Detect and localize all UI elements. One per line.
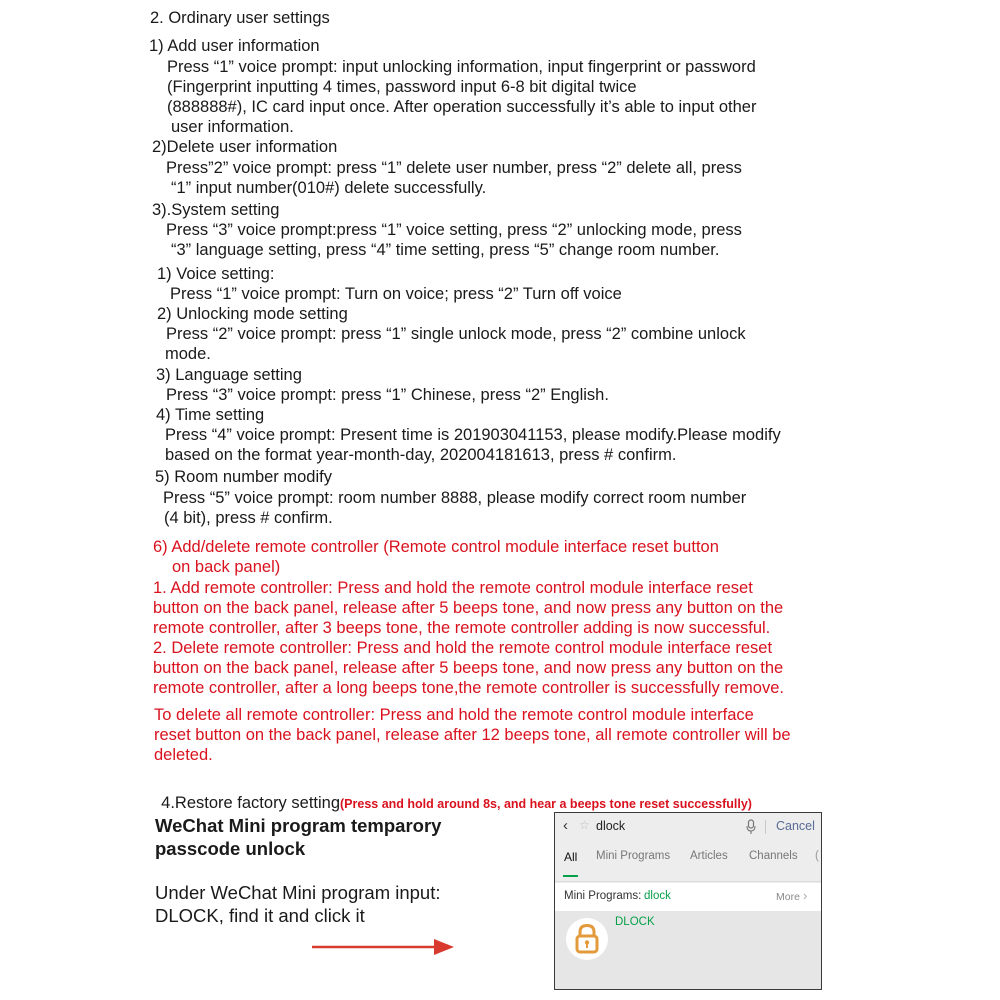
text-line: (4 bit), press # confirm. xyxy=(164,509,333,527)
text-line: Press “3” voice prompt: press “1” Chinese, press “2” English. xyxy=(166,386,609,404)
lock-icon xyxy=(565,917,609,961)
back-chevron-icon[interactable]: ‹ xyxy=(563,817,568,834)
wechat-title-line2: passcode unlock xyxy=(155,838,306,859)
text-line: (888888#), IC card input once. After operation successfully it’s able to input other xyxy=(167,98,757,116)
section-label: Mini Programs: xyxy=(564,890,642,902)
text-line: 2. Delete remote controller: Press and hold the remote control module interface reset xyxy=(153,639,773,657)
text-line: remote controller, after a long beeps tone,the remote controller is successfully remove. xyxy=(153,679,784,697)
text-line: “1” input number(010#) delete successfully. xyxy=(171,179,487,197)
text-line: Press “4” voice prompt: Present time is 201903041153, please modify.Please modify xyxy=(165,426,781,444)
tab-channels[interactable]: Channels xyxy=(749,850,798,862)
text-line: “3” language setting, press “4” time setting, press “5” change room number. xyxy=(171,241,720,259)
text-line: Press “5” voice prompt: room number 8888, please modify correct room number xyxy=(163,489,747,507)
text-line: button on the back panel, release after 5 beeps tone, and now press any button on the xyxy=(153,599,784,617)
text-line: mode. xyxy=(165,345,211,363)
text-line: based on the format year-month-day, 202004181613, press # confirm. xyxy=(165,446,677,464)
section-keyword: dlock xyxy=(644,890,671,902)
heading-system-setting: 3).System setting xyxy=(152,201,280,219)
restore-factory-heading: 4.Restore factory setting xyxy=(161,794,341,812)
heading-voice-setting: 1) Voice setting: xyxy=(157,265,275,283)
search-input[interactable]: dlock xyxy=(596,819,626,833)
text-line: Press “1” voice prompt: Turn on voice; press “2” Turn off voice xyxy=(170,285,622,303)
text-line: deleted. xyxy=(154,746,213,764)
tab-mini-programs[interactable]: Mini Programs xyxy=(596,850,671,862)
text-line: 1. Add remote controller: Press and hold the remote control module interface reset xyxy=(153,579,753,597)
tab-more-overflow: ( xyxy=(815,850,819,862)
cancel-button[interactable]: Cancel xyxy=(776,819,815,833)
mini-programs-section xyxy=(555,883,821,911)
heading-remote-controller: 6) Add/delete remote controller (Remote control module interface reset button xyxy=(153,538,719,556)
text-line: on back panel) xyxy=(172,558,281,576)
heading-room-number-modify: 5) Room number modify xyxy=(155,468,332,486)
wechat-title: WeChat Mini program temparory xyxy=(155,815,442,836)
heading-time-setting: 4) Time setting xyxy=(156,406,265,424)
search-tabs xyxy=(555,841,821,882)
restore-factory-note: (Press and hold around 8s, and hear a beeps tone reset successfully) xyxy=(340,797,752,811)
result-title: DLOCK xyxy=(615,916,655,928)
star-icon: ☆ xyxy=(579,818,590,832)
heading-unlocking-mode-setting: 2) Unlocking mode setting xyxy=(157,305,348,323)
heading-add-user-information: 1) Add user information xyxy=(149,37,320,55)
tab-all-underline xyxy=(563,875,578,877)
tab-all[interactable]: All xyxy=(564,850,578,864)
microphone-icon[interactable] xyxy=(745,819,757,835)
heading-language-setting: 3) Language setting xyxy=(156,366,302,384)
wechat-instruction: Under WeChat Mini program input: xyxy=(155,882,441,903)
text-line: To delete all remote controller: Press and hold the remote control module interface xyxy=(154,706,754,724)
tab-articles[interactable]: Articles xyxy=(690,850,728,862)
heading-delete-user-information: 2)Delete user information xyxy=(152,138,338,156)
arrow-right-icon xyxy=(310,934,456,960)
text-line: Press “3” voice prompt:press “1” voice setting, press “2” unlocking mode, press xyxy=(166,221,742,239)
text-line: Press”2” voice prompt: press “1” delete user number, press “2” delete all, press xyxy=(166,159,742,177)
search-divider xyxy=(765,820,766,834)
result-item-dlock[interactable] xyxy=(555,911,821,989)
text-line: user information. xyxy=(171,118,294,136)
text-line: Press “2” voice prompt: press “1” single unlock mode, press “2” combine unlock xyxy=(166,325,746,343)
restore-factory-line xyxy=(152,773,752,814)
more-link[interactable]: More xyxy=(776,891,800,903)
text-line: reset button on the back panel, release after 12 beeps tone, all remote controller will be xyxy=(154,726,791,744)
wechat-instruction-line2: DLOCK, find it and click it xyxy=(155,905,365,926)
text-line: (Fingerprint inputting 4 times, password input 6-8 bit digital twice xyxy=(167,78,637,96)
chevron-right-icon: › xyxy=(803,888,808,903)
search-bar xyxy=(555,813,821,841)
text-line: Press “1” voice prompt: input unlocking information, input fingerprint or password xyxy=(167,58,756,76)
heading-ordinary-user-settings: 2. Ordinary user settings xyxy=(150,9,330,27)
text-line: remote controller, after 3 beeps tone, the remote controller adding is now successful. xyxy=(153,619,771,637)
text-line: button on the back panel, release after 5 beeps tone, and now press any button on the xyxy=(153,659,784,677)
wechat-search-screenshot xyxy=(554,812,822,990)
